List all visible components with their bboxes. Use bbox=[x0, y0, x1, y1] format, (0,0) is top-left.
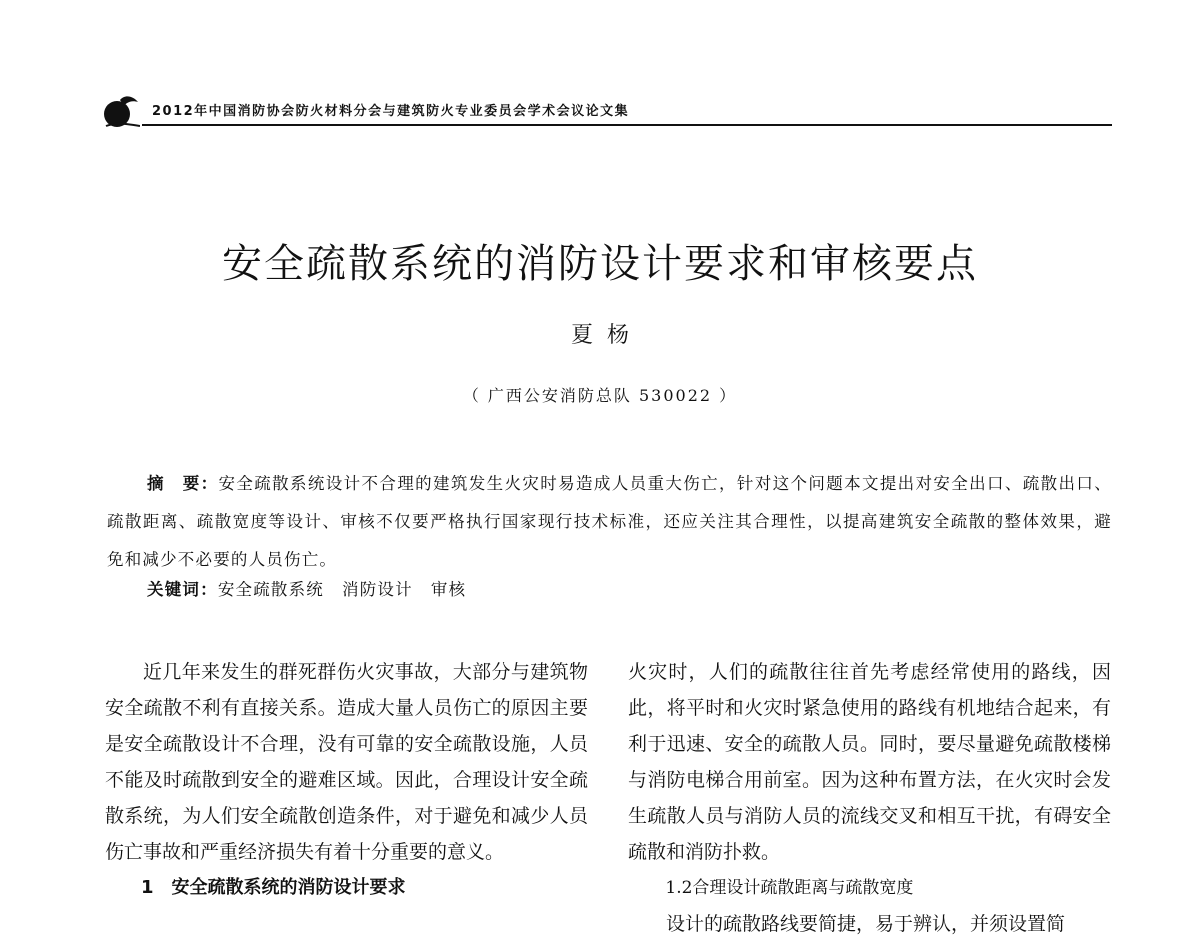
abstract-label: 摘 要： bbox=[147, 474, 219, 493]
author-name: 夏杨 bbox=[570, 323, 643, 348]
body-paragraph: 设计的疏散路线要简捷，易于辨认，并须设置简 bbox=[666, 913, 1066, 935]
keyword: 审核 bbox=[430, 580, 467, 599]
keyword: 安全疏散系统 bbox=[217, 580, 325, 599]
keywords-label: 关键词： bbox=[147, 580, 218, 599]
article-title: 安全疏散系统的消防设计要求和审核要点 bbox=[222, 241, 978, 287]
subsection-heading: 1.2合理设计疏散距离与疏散宽度 bbox=[665, 878, 914, 898]
header-rule bbox=[142, 124, 1112, 126]
conference-logo-icon bbox=[100, 94, 140, 128]
abstract bbox=[107, 465, 1112, 579]
keywords bbox=[147, 576, 484, 600]
body-paragraph: 火灾时，人们的疏散往往首先考虑经常使用的路线，因此，将平时和火灾时紧急使用的路线有机地结合起来，有利于迅速、安全的疏散人员。同时，要尽量避免疏散楼梯与消防电梯合用前室。因为这种布置方法，在火灾时会发生疏散人员与消防人员的流线交叉和相互干扰，有碍安全疏散和消防扑救。 bbox=[628, 661, 1111, 863]
section-heading: 1 安全疏散系统的消防设计要求 bbox=[141, 877, 406, 898]
abstract-text: 安全疏散系统设计不合理的建筑发生火灾时易造成人员重大伤亡，针对这个问题本文提出对安全出口、疏散出口、疏散距离、疏散宽度等设计、审核不仅要严格执行国家现行技术标准，还应关注其合理性，以提高建筑安全疏散的整体效果，避免和减少不必要的人员伤亡。 bbox=[107, 474, 1112, 569]
proceedings-title: 2012年中国消防协会防火材料分会与建筑防火专业委员会学术会议论文集 bbox=[152, 104, 630, 119]
running-header bbox=[100, 92, 1112, 132]
body-paragraph: 近几年来发生的群死群伤火灾事故，大部分与建筑物安全疏散不利有直接关系。造成大量人员伤亡的原因主要是安全疏散设计不合理，没有可靠的安全疏散设施，人员不能及时疏散到安全的避难区域。因此，合理设计安全疏散系统，为人们安全疏散创造条件，对于避免和减少人员伤亡事故和严重经济损失有着十分重要的意义。 bbox=[105, 661, 588, 863]
right-column bbox=[628, 654, 1111, 942]
author-affiliation: （ 广西公安消防总队 530022 ） bbox=[462, 386, 738, 405]
left-column bbox=[105, 654, 588, 906]
keyword: 消防设计 bbox=[342, 580, 413, 599]
